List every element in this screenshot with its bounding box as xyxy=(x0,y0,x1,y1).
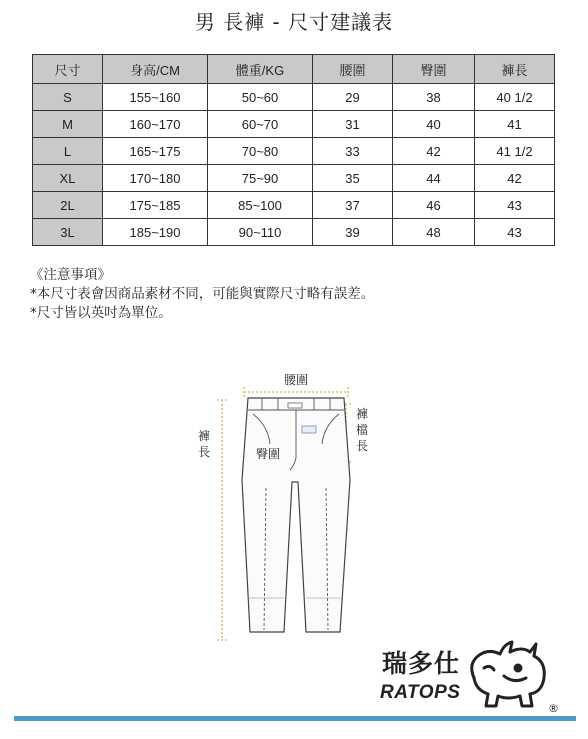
length-cell: 40 1/2 xyxy=(475,84,555,111)
table-row xyxy=(33,219,555,246)
hip-label: 臀圍 xyxy=(255,447,281,461)
note-line: *本尺寸表會因商品素材不同，可能與實際尺寸略有誤差。 xyxy=(30,286,375,302)
height-cell: 170~180 xyxy=(103,165,208,192)
hip-cell: 42 xyxy=(393,138,475,165)
length-label-char: 褲 xyxy=(197,429,211,443)
rhino-logo-icon xyxy=(464,638,559,716)
height-cell: 175~185 xyxy=(103,192,208,219)
weight-cell: 75~90 xyxy=(208,165,313,192)
hip-cell: 38 xyxy=(393,84,475,111)
waist-cell: 39 xyxy=(313,219,393,246)
hip-cell: 46 xyxy=(393,192,475,219)
table-row xyxy=(33,138,555,165)
weight-cell: 60~70 xyxy=(208,111,313,138)
pants-measurement-diagram xyxy=(190,370,400,670)
table-header-row xyxy=(33,55,555,84)
length-cell: 41 xyxy=(475,111,555,138)
hip-cell: 40 xyxy=(393,111,475,138)
notes-heading: 《注意事項》 xyxy=(30,267,111,283)
size-cell: 2L xyxy=(33,192,103,219)
weight-cell: 90~110 xyxy=(208,219,313,246)
registered-mark: ® xyxy=(548,702,559,715)
bottom-accent-bar xyxy=(14,716,576,721)
size-cell: XL xyxy=(33,165,103,192)
height-cell: 185~190 xyxy=(103,219,208,246)
rise-label-char: 檔 xyxy=(355,423,369,437)
notes-section xyxy=(30,266,374,323)
pants-illustration xyxy=(190,370,400,670)
header-cell: 尺寸 xyxy=(33,55,103,84)
rise-label-char: 長 xyxy=(355,439,369,453)
waist-cell: 37 xyxy=(313,192,393,219)
weight-cell: 85~100 xyxy=(208,192,313,219)
weight-cell: 70~80 xyxy=(208,138,313,165)
length-cell: 43 xyxy=(475,219,555,246)
brand-name-en: RATOPS xyxy=(380,682,461,703)
waist-cell: 33 xyxy=(313,138,393,165)
hip-cell: 44 xyxy=(393,165,475,192)
height-cell: 160~170 xyxy=(103,111,208,138)
height-cell: 165~175 xyxy=(103,138,208,165)
waist-cell: 35 xyxy=(313,165,393,192)
table-row xyxy=(33,192,555,219)
weight-cell: 50~60 xyxy=(208,84,313,111)
length-cell: 41 1/2 xyxy=(475,138,555,165)
table-row xyxy=(33,165,555,192)
size-cell: M xyxy=(33,111,103,138)
page-title: 男 長褲 - 尺寸建議表 xyxy=(194,10,394,34)
header-cell: 體重/KG xyxy=(208,55,313,84)
waist-cell: 31 xyxy=(313,111,393,138)
length-cell: 43 xyxy=(475,192,555,219)
waist-cell: 29 xyxy=(313,84,393,111)
header-cell: 身高/CM xyxy=(103,55,208,84)
header-cell: 臀圍 xyxy=(393,55,475,84)
header-cell: 褲長 xyxy=(475,55,555,84)
brand-logo xyxy=(376,636,559,716)
size-cell: L xyxy=(33,138,103,165)
hip-cell: 48 xyxy=(393,219,475,246)
length-label-char: 長 xyxy=(197,445,211,459)
brand-tag-icon xyxy=(302,426,316,433)
note-line: *尺寸皆以英吋為單位。 xyxy=(30,305,172,321)
size-chart-table xyxy=(32,54,555,246)
length-cell: 42 xyxy=(475,165,555,192)
size-cell: 3L xyxy=(33,219,103,246)
waist-label: 腰圍 xyxy=(283,373,309,387)
size-cell: S xyxy=(33,84,103,111)
table-row xyxy=(33,111,555,138)
table-row xyxy=(33,84,555,111)
height-cell: 155~160 xyxy=(103,84,208,111)
brand-name-cn: 瑞多仕 xyxy=(382,649,461,678)
rise-label-char: 褲 xyxy=(355,407,369,421)
header-cell: 腰圍 xyxy=(313,55,393,84)
